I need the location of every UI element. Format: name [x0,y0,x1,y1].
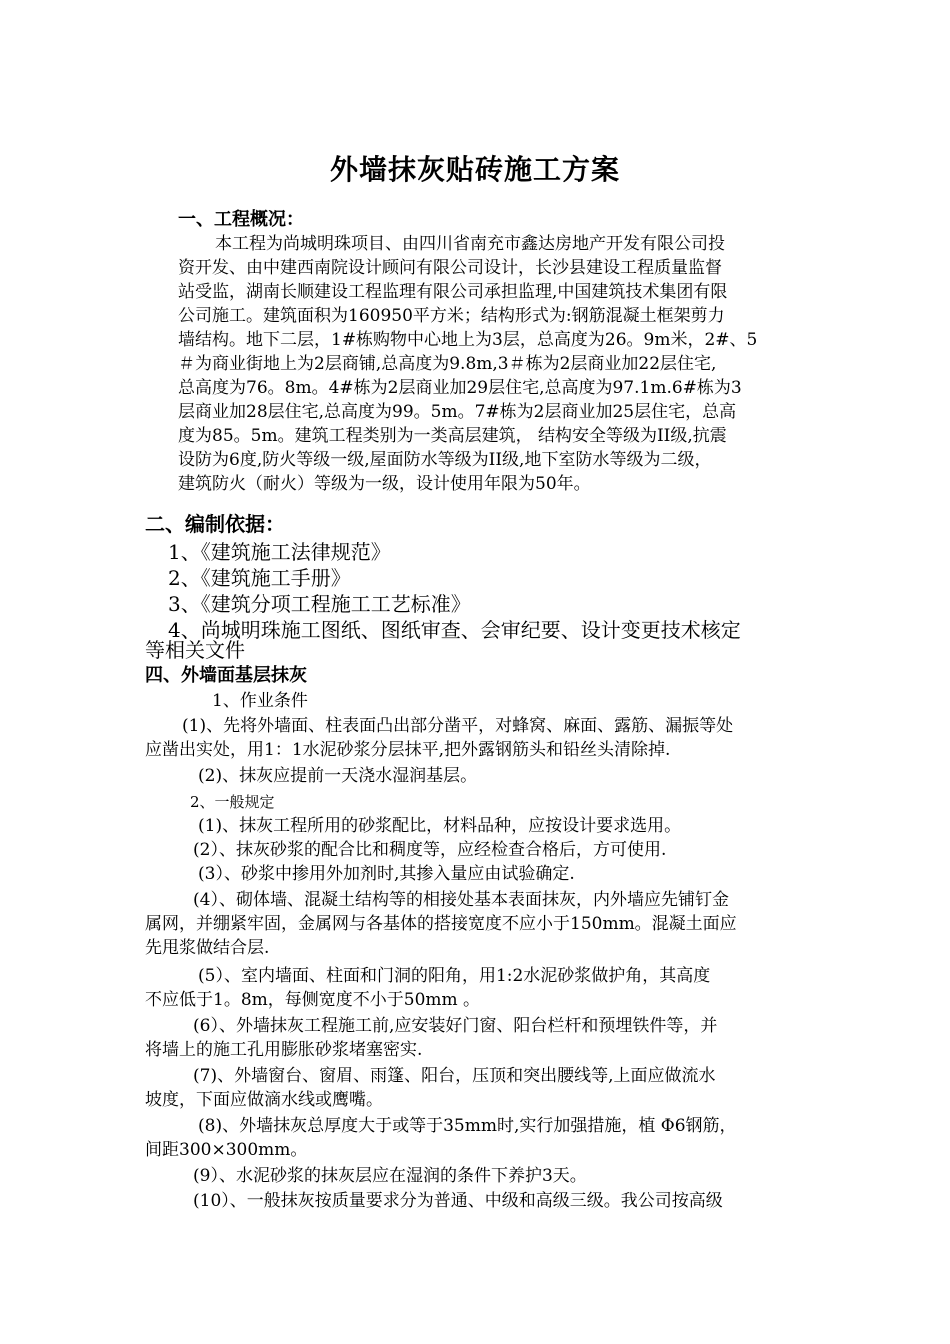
basis-item: 等相关文件 [145,638,245,662]
rule-line: (5）、室内墙面、柱面和门洞的阳角，用1:2水泥砂浆做护角，其高度 [198,966,711,986]
rule-line: (1)、抹灰工程所用的砂浆配比，材料品种，应按设计要求选用。 [198,816,682,836]
rule-line: 间距300×300mm。 [145,1140,308,1160]
rule-line: (7)、外墙窗台、窗眉、雨篷、阳台，压顶和突出腰线等,上面应做流水 [193,1066,716,1086]
rule-line: (9）、水泥砂浆的抹灰层应在湿润的条件下养护3天。 [193,1166,587,1186]
subsection-heading: 2、一般规定 [190,793,275,811]
overview-line: 建筑防火（耐火）等级为一级，设计使用年限为50年。 [178,474,591,494]
overview-line: 站受监，湖南长顺建设工程监理有限公司承担监理,中国建筑技术集团有限 [178,282,728,302]
section-heading-plastering: 四、外墙面基层抹灰 [145,665,307,686]
overview-line: 总高度为76。8m。4#栋为2层商业加29层住宅,总高度为97.1m.6#栋为3 [178,378,742,398]
overview-line: 层商业加28层住宅,总高度为99。5m。7#栋为2层商业加25层住宅，总高 [178,402,737,422]
overview-line: 公司施工。建筑面积为160950平方米；结构形式为:钢筋混凝土框架剪力 [178,306,725,326]
condition-line: 应凿出实处，用1：1水泥砂浆分层抹平,把外露钢筋头和铅丝头清除掉. [145,740,671,760]
rule-line: 属网，并绷紧牢固，金属网与各基体的搭接宽度不应小于150mm。混凝土面应 [145,914,737,934]
rule-line: 不应低于1。8m，每侧宽度不小于50mm 。 [145,990,481,1010]
rule-line: (4）、砌体墙、混凝土结构等的相接处基本表面抹灰，内外墙应先铺钉金 [193,890,729,910]
basis-item: 4、尚城明珠施工图纸、图纸审查、会审纪要、设计变更技术核定 [168,618,741,642]
overview-line: ＃为商业街地上为2层商铺,总高度为9.8m,3＃栋为2层商业加22层住宅, [178,354,717,374]
subsection-heading: 1、作业条件 [212,691,308,711]
section-heading-basis: 二、编制依据： [145,512,285,536]
rule-line: 将墙上的施工孔用膨胀砂浆堵塞密实. [145,1040,423,1060]
basis-item: 1、《建筑施工法律规范》 [168,540,391,564]
rule-line: 先甩浆做结合层. [145,938,270,958]
rule-line: (3）、砂浆中掺用外加剂时,其掺入量应由试验确定. [198,864,575,884]
rule-line: (8)、外墙抹灰总厚度大于或等于35mm时,实行加强措施，植 Φ6钢筋， [198,1116,737,1136]
basis-item: 2、《建筑施工手册》 [168,566,351,590]
condition-line: (1)、先将外墙面、柱表面凸出部分凿平，对蜂窝、麻面、露筋、漏振等处 [182,716,734,736]
overview-line: 本工程为尚城明珠项目、由四川省南充市鑫达房地产开发有限公司投 [215,234,725,254]
rule-line: (10）、一般抹灰按质量要求分为普通、中级和高级三级。我公司按高级 [193,1191,723,1211]
overview-line: 度为85。5m。建筑工程类别为一类高层建筑， 结构安全等级为II级,抗震 [178,426,727,446]
overview-line: 设防为6度,防火等级一级,屋面防水等级为II级,地下室防水等级为二级， [178,450,712,470]
section-heading-overview: 一、工程概况： [178,209,304,230]
rule-line: (6）、外墙抹灰工程施工前,应安装好门窗、阳台栏杆和预埋铁件等，并 [193,1016,718,1036]
condition-line: (2)、抹灰应提前一天浇水湿润基层。 [198,766,478,786]
rule-line: 坡度，下面应做滴水线或鹰嘴。 [145,1090,383,1110]
overview-line: 墙结构。地下二层，1#栋购物中心地上为3层，总高度为26。9m米，2#、5 [178,330,758,350]
page-title: 外墙抹灰贴砖施工方案 [329,153,620,186]
overview-line: 资开发、由中建西南院设计顾问有限公司设计，长沙县建设工程质量监督 [178,258,722,278]
basis-item: 3、《建筑分项工程施工工艺标准》 [168,592,471,616]
rule-line: (2）、抹灰砂浆的配合比和稠度等，应经检查合格后，方可使用. [193,840,667,860]
